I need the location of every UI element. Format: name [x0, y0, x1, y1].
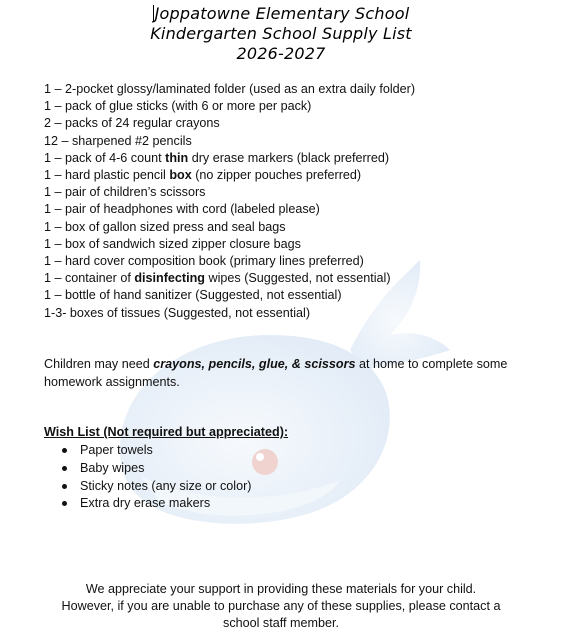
supply-item: 1 – box of gallon sized press and seal bags: [44, 219, 286, 234]
wish-list-title: Wish List (Not required but appreciated):: [44, 425, 289, 439]
appreciation-footer: [0, 581, 562, 633]
wish-list-item: Paper towels: [62, 442, 251, 460]
footer-line: However, if you are unable to purchase any of these supplies, please contact a: [61, 599, 501, 614]
home-supplies-note: Children may need crayons, pencils, glue, & scissors at home to complete some homework assignments.: [44, 357, 508, 389]
supply-item: 1 – pair of headphones with cord (labeled please): [44, 202, 320, 217]
footer-line: school staff member.: [223, 616, 339, 631]
document-header: [0, 4, 562, 64]
school-name: [0, 4, 562, 24]
school-name-text: Joppatowne Elementary School: [154, 4, 410, 23]
supply-list: [44, 81, 415, 322]
note-emphasis: crayons, pencils, glue, & scissors: [153, 357, 356, 371]
supply-item: 1-3- boxes of tissues (Suggested, not essential): [44, 305, 311, 320]
bullet-icon: [62, 484, 67, 489]
supply-item: 1 – bottle of hand sanitizer (Suggested, not essential): [44, 288, 342, 303]
supply-item: 2 – packs of 24 regular crayons: [44, 116, 220, 131]
bullet-icon: [62, 448, 67, 453]
wish-list-item: Baby wipes: [62, 460, 251, 478]
school-year: 2026-2027: [236, 44, 326, 63]
supply-item: 1 – container of disinfecting wipes (Suggested, not essential): [44, 271, 391, 286]
supply-item: 1 – pair of children’s scissors: [44, 185, 206, 200]
supply-item: 1 – hard cover composition book (primary lines preferred): [44, 254, 364, 269]
supply-item: 1 – pack of 4-6 count thin dry erase markers (black preferred): [44, 150, 390, 165]
wish-list-item: Sticky notes (any size or color): [62, 478, 251, 496]
supply-item: 12 – sharpened #2 pencils: [44, 133, 192, 148]
wish-list: [62, 442, 251, 513]
supply-item: 1 – pack of glue sticks (with 6 or more per pack): [44, 99, 312, 114]
text-cursor: [153, 5, 154, 22]
wish-list-item: Extra dry erase makers: [62, 495, 251, 513]
document-title: Kindergarten School Supply List: [150, 24, 412, 43]
supply-item: 1 – 2-pocket glossy/laminated folder (used as an extra daily folder): [44, 82, 416, 96]
supply-item: 1 – box of sandwich sized zipper closure bags: [44, 236, 301, 251]
supply-item: 1 – hard plastic pencil box (no zipper pouches preferred): [44, 168, 362, 183]
footer-line: We appreciate your support in providing these materials for your child.: [85, 582, 477, 596]
bullet-icon: [62, 466, 67, 471]
bullet-icon: [62, 501, 67, 506]
